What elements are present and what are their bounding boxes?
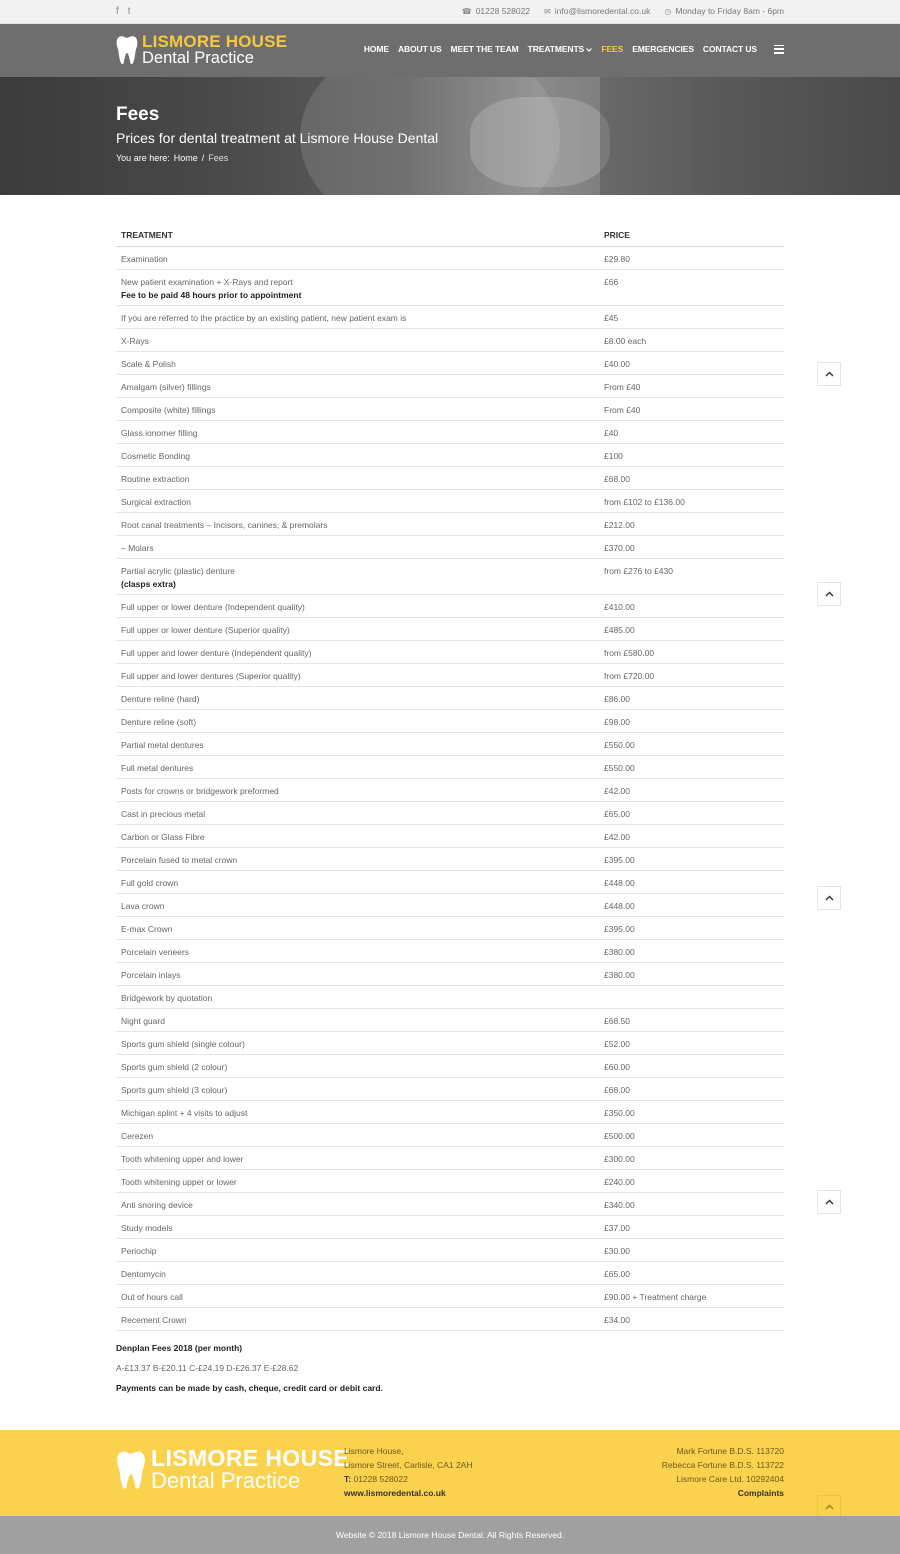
treatment-cell (116, 1078, 599, 1100)
treatment-cell (116, 1170, 599, 1192)
treatment-cell (116, 490, 599, 512)
footer-logo[interactable] (116, 1445, 352, 1493)
logo-subtitle: Dental Practice (142, 49, 254, 68)
price-cell: from £276 to £430 (604, 566, 673, 576)
price-cell: £380.00 (604, 970, 635, 980)
treatment-cell (116, 536, 599, 558)
treatment-cell (116, 1262, 599, 1284)
table-row (116, 1078, 784, 1101)
treatment-name: Dentomycin (121, 1269, 166, 1279)
treatment-name: Cosmetic Bonding (121, 451, 190, 461)
table-row (116, 1239, 784, 1262)
table-row (116, 618, 784, 641)
treatment-cell (116, 1239, 599, 1261)
table-row (116, 710, 784, 733)
treatment-name: Porcelain veneers (121, 947, 190, 957)
price-cell: £350.00 (604, 1108, 635, 1118)
footer-phone-number: 01228 528022 (353, 1474, 408, 1484)
social-links (116, 6, 131, 17)
footer-logo-text (151, 1445, 352, 1493)
treatment-name: E-max Crown (121, 924, 173, 934)
clock-icon: ◷ (664, 6, 672, 16)
phone-text: 01228 528022 (475, 6, 531, 16)
denplan-section (116, 1343, 784, 1393)
price-cell: £66 (604, 277, 619, 287)
site-header (0, 24, 900, 77)
treatment-name: Night guard (121, 1016, 165, 1026)
complaints-link[interactable]: Complaints (737, 1488, 784, 1498)
table-row (116, 270, 784, 306)
treatment-cell (116, 1147, 599, 1169)
table-row (116, 352, 784, 375)
price-cell: £34.00 (604, 1315, 630, 1325)
treatment-name: Michigan splint + 4 visits to adjust (121, 1108, 248, 1118)
treatment-cell (116, 1032, 599, 1054)
table-row (116, 917, 784, 940)
footer-logo-title: LISMORE HOUSE (151, 1445, 350, 1471)
table-row (116, 779, 784, 802)
treatment-cell (116, 513, 599, 535)
table-row (116, 733, 784, 756)
treatment-name: Anti snoring device (121, 1200, 193, 1210)
treatment-cell (116, 848, 599, 870)
contact-info (462, 6, 784, 16)
price-cell: £380.00 (604, 947, 635, 957)
header-price: PRICE (604, 230, 630, 240)
treatment-cell (116, 1009, 599, 1031)
treatment-cell (116, 687, 599, 709)
treatment-cell (116, 421, 599, 443)
table-row (116, 467, 784, 490)
treatment-name: Carbon or Glass Fibre (121, 832, 205, 842)
footer-registrations (662, 1444, 784, 1500)
table-row (116, 848, 784, 871)
page-subtitle: Prices for dental treatment at Lismore House Dental (116, 130, 439, 146)
table-row (116, 664, 784, 687)
denplan-fees: A-£13.37 B-£20.11 C-£24.19 D-£26.37 E-£28.62 (116, 1363, 299, 1373)
price-cell: £550.00 (604, 740, 635, 750)
table-row (116, 559, 784, 595)
table-row (116, 1308, 784, 1331)
chevron-up-icon (825, 371, 834, 377)
treatment-cell (116, 1055, 599, 1077)
price-cell: £29.80 (604, 254, 630, 264)
logo-text (142, 33, 287, 67)
twitter-icon[interactable]: t (127, 6, 131, 17)
table-row (116, 1147, 784, 1170)
hamburger-menu-icon[interactable] (774, 45, 784, 54)
treatment-name: Partial acrylic (plastic) denture (121, 566, 235, 576)
table-row (116, 306, 784, 329)
treatment-cell (116, 329, 599, 351)
price-cell: £550.00 (604, 763, 635, 773)
treatment-cell (116, 247, 599, 269)
treatment-name: Periochip (121, 1246, 157, 1256)
treatment-cell (116, 894, 599, 916)
price-cell: £485.00 (604, 625, 635, 635)
price-cell: £100 (604, 451, 623, 461)
treatment-cell (116, 398, 599, 420)
main-nav (364, 44, 784, 54)
treatment-cell (116, 1216, 599, 1238)
treatment-name: Cast in precious metal (121, 809, 206, 819)
table-row (116, 641, 784, 664)
table-row (116, 1193, 784, 1216)
hours-info (664, 6, 784, 16)
phone-icon: ☎ (461, 6, 472, 16)
table-row (116, 1262, 784, 1285)
nav-home[interactable]: HOME (363, 44, 389, 54)
table-row (116, 756, 784, 779)
treatment-cell (116, 802, 599, 824)
treatment-cell (116, 779, 599, 801)
table-row (116, 375, 784, 398)
treatment-cell (116, 444, 599, 466)
treatment-name: Porcelain inlays (121, 970, 181, 980)
treatment-name: Root canal treatments – Incisors, canines, & premolars (121, 520, 328, 530)
footer-logo-subtitle: Dental Practice (151, 1468, 301, 1493)
price-cell: £65.00 (604, 1269, 630, 1279)
treatment-cell (116, 756, 599, 778)
treatment-name: Denture reline (soft) (121, 717, 197, 727)
scroll-to-top-button[interactable] (817, 362, 841, 386)
table-row (116, 825, 784, 848)
email-contact[interactable] (544, 6, 650, 16)
treatment-name: Full upper or lower denture (Superior quality) (121, 625, 290, 635)
table-row (116, 398, 784, 421)
breadcrumb (116, 153, 228, 163)
nav-meet-the-team[interactable]: MEET THE TEAM (450, 44, 519, 54)
treatment-name: Lava crown (121, 901, 165, 911)
table-row (116, 536, 784, 559)
treatment-name: Surgical extraction (121, 497, 191, 507)
table-row (116, 1124, 784, 1147)
price-cell: £30.00 (604, 1246, 630, 1256)
hero-background-shape (600, 77, 900, 195)
nav-emergencies[interactable]: EMERGENCIES (632, 44, 694, 54)
treatment-cell (116, 1285, 599, 1307)
treatment-cell (116, 986, 599, 1008)
treatment-name: Routine extraction (121, 474, 190, 484)
table-row (116, 247, 784, 270)
treatment-cell (116, 595, 599, 617)
treatment-cell (116, 1124, 599, 1146)
nav-treatments[interactable] (528, 44, 593, 54)
chevron-up-icon (825, 1199, 834, 1205)
treatment-cell (116, 917, 599, 939)
treatment-name: Tooth whitening upper and lower (121, 1154, 244, 1164)
site-footer (0, 1430, 900, 1516)
treatment-name: Full gold crown (121, 878, 179, 888)
price-cell: £52.00 (604, 1039, 630, 1049)
copyright-bar (0, 1516, 900, 1554)
treatment-name: Posts for crowns or bridgework preformed (121, 786, 279, 796)
treatment-cell (116, 1308, 599, 1330)
nav-treatments-label: TREATMENTS (527, 44, 585, 54)
treatment-name: Cerezen (121, 1131, 154, 1141)
footer-website-link[interactable]: www.lismoredental.co.uk (344, 1488, 446, 1498)
table-row (116, 1101, 784, 1124)
top-bar (0, 0, 900, 24)
price-cell: £410.00 (604, 602, 635, 612)
chevron-up-icon (825, 895, 834, 901)
treatment-cell (116, 641, 599, 663)
table-row (116, 1285, 784, 1308)
registration-line: Mark Fortune B.D.S. 113720 (676, 1446, 784, 1456)
treatment-name: Glass ionomer filling (121, 428, 198, 438)
tooth-logo-icon (116, 35, 138, 65)
treatment-cell (116, 1101, 599, 1123)
price-cell: from £580.00 (604, 648, 655, 658)
scroll-to-top-button[interactable] (817, 886, 841, 910)
treatment-cell (116, 375, 599, 397)
scroll-to-top-button[interactable] (817, 1190, 841, 1214)
chevron-up-icon (825, 591, 834, 597)
treatment-name: – Molars (121, 543, 154, 553)
treatment-cell (116, 733, 599, 755)
tooth-logo-icon (116, 1450, 146, 1490)
price-cell: from £720.00 (604, 671, 655, 681)
table-row (116, 940, 784, 963)
payment-methods: Payments can be made by cash, cheque, credit card or debit card. (116, 1383, 383, 1393)
price-cell: From £40 (604, 382, 641, 392)
treatment-name: Porcelain fused to metal crown (121, 855, 238, 865)
email-text: info@lismoredental.co.uk (554, 6, 651, 16)
price-cell: £42.00 (604, 832, 630, 842)
treatment-name: Amalgam (silver) fillings (121, 382, 211, 392)
treatment-name: Examination (121, 254, 168, 264)
table-row (116, 490, 784, 513)
price-cell: £300.00 (604, 1154, 635, 1164)
treatment-name: Study models (121, 1223, 173, 1233)
price-cell: From £40 (604, 405, 641, 415)
price-cell: £212.00 (604, 520, 635, 530)
price-cell: from £102 to £136.00 (604, 497, 685, 507)
treatment-name: Scale & Polish (121, 359, 176, 369)
table-row (116, 444, 784, 467)
price-cell: £86.00 (604, 694, 630, 704)
table-row (116, 1216, 784, 1239)
price-cell: £68.00 (604, 1085, 630, 1095)
treatment-cell (116, 306, 599, 328)
price-cell: £40.00 (604, 359, 630, 369)
table-row (116, 986, 784, 1009)
price-cell: £60.00 (604, 1062, 630, 1072)
price-cell: £68.50 (604, 1016, 630, 1026)
treatment-cell (116, 352, 599, 374)
treatment-name: Recement Crown (121, 1315, 187, 1325)
price-cell: £8.00 each (604, 336, 647, 346)
table-row (116, 894, 784, 917)
treatment-name: Denture reline (hard) (121, 694, 200, 704)
treatment-name: Full upper and lower dentures (Superior quality) (121, 671, 301, 681)
treatment-name: Tooth whitening upper or lower (121, 1177, 237, 1187)
scroll-to-top-button[interactable] (817, 582, 841, 606)
address-line-2: Lismore Street, Carlisle, CA1 2AH (344, 1460, 473, 1470)
treatment-name: New patient examination + X-Rays and report (121, 277, 293, 287)
treatment-cell (116, 1193, 599, 1215)
treatment-name: Sports gum shield (3 colour) (121, 1085, 228, 1095)
treatment-name: Full upper or lower denture (Independent quality) (121, 602, 305, 612)
price-cell: £45 (604, 313, 619, 323)
treatment-name: Full metal dentures (121, 763, 194, 773)
table-row (116, 1055, 784, 1078)
envelope-icon: ✉ (544, 6, 551, 16)
treatment-cell (116, 664, 599, 686)
copyright-text: Website © 2018 Lismore House Dental. All Rights Reserved. (335, 1530, 565, 1540)
table-row (116, 963, 784, 986)
price-cell: £42.00 (604, 786, 630, 796)
price-cell: £37.00 (604, 1223, 630, 1233)
price-cell: £98.00 (604, 717, 630, 727)
treatment-name: Partial metal dentures (121, 740, 204, 750)
table-row (116, 595, 784, 618)
treatment-name: Full upper and lower denture (Independent quality) (121, 648, 312, 658)
treatment-cell (116, 467, 599, 489)
treatment-cell (116, 825, 599, 847)
treatment-note: (clasps extra) (121, 579, 176, 589)
price-cell: £448.00 (604, 878, 635, 888)
breadcrumb-prefix: You are here: (116, 153, 170, 163)
treatment-name: Out of hours call (121, 1292, 183, 1302)
price-cell: £370.00 (604, 543, 635, 553)
breadcrumb-separator: / (201, 153, 205, 163)
table-row (116, 1032, 784, 1055)
breadcrumb-home[interactable]: Home (173, 153, 198, 163)
treatment-name: Sports gum shield (2 colour) (121, 1062, 228, 1072)
price-cell: £448.00 (604, 901, 635, 911)
facebook-icon[interactable]: f (116, 6, 119, 17)
treatment-cell (116, 559, 599, 594)
registration-line: Lismore Care Ltd. 10292404 (676, 1474, 784, 1484)
treatment-cell (116, 871, 599, 893)
table-row (116, 513, 784, 536)
chevron-up-icon (825, 1504, 834, 1510)
fees-table (116, 224, 784, 1331)
treatment-cell (116, 940, 599, 962)
nav-contact-us[interactable]: CONTACT US (702, 44, 757, 54)
table-row (116, 871, 784, 894)
breadcrumb-current: Fees (208, 153, 229, 163)
price-cell: £395.00 (604, 924, 635, 934)
price-cell: £90.00 + Treatment charge (604, 1292, 707, 1302)
address-line-1: Lismore House, (344, 1446, 404, 1456)
treatment-cell (116, 270, 599, 305)
denplan-title: Denplan Fees 2018 (per month) (116, 1343, 243, 1353)
nav-fees[interactable]: FEES (601, 44, 624, 54)
logo-title: LISMORE HOUSE (142, 32, 288, 52)
site-logo[interactable] (116, 33, 287, 67)
chevron-down-icon (586, 48, 592, 52)
table-row (116, 421, 784, 444)
price-cell: £65.00 (604, 809, 630, 819)
table-row (116, 1170, 784, 1193)
hours-text: Monday to Friday 8am - 6pm (675, 6, 784, 16)
price-cell: £40 (604, 428, 619, 438)
nav-about-us[interactable]: ABOUT US (397, 44, 442, 54)
page-hero (0, 77, 900, 195)
price-cell: £340.00 (604, 1200, 635, 1210)
treatment-cell (116, 710, 599, 732)
treatment-cell (116, 963, 599, 985)
treatment-name: Composite (white) fillings (121, 405, 216, 415)
registration-line: Rebecca Fortune B.D.S. 113722 (661, 1460, 784, 1470)
hero-background-shape (470, 97, 610, 187)
table-header (116, 224, 784, 247)
treatment-name: If you are referred to the practice by an existing patient, new patient exam is (121, 313, 407, 323)
price-cell: £68.00 (604, 474, 630, 484)
table-row (116, 329, 784, 352)
footer-address (344, 1444, 473, 1500)
treatment-name: Sports gum shield (single colour) (121, 1039, 245, 1049)
table-row (116, 1009, 784, 1032)
header-treatment: TREATMENT (121, 230, 173, 240)
price-cell: £395.00 (604, 855, 635, 865)
table-row (116, 687, 784, 710)
price-cell: £240.00 (604, 1177, 635, 1187)
footer-phone[interactable] (344, 1472, 473, 1486)
price-cell: £500.00 (604, 1131, 635, 1141)
treatment-name: Bridgework by quotation (121, 993, 213, 1003)
table-row (116, 802, 784, 825)
treatment-name: X-Rays (121, 336, 149, 346)
price-cell (599, 986, 784, 1008)
phone-label: T: (344, 1474, 352, 1484)
table-body (116, 247, 784, 1331)
page-title: Fees (116, 104, 160, 125)
treatment-cell (116, 618, 599, 640)
treatment-note: Fee to be paid 48 hours prior to appointment (121, 290, 302, 300)
phone-contact[interactable] (462, 6, 530, 16)
